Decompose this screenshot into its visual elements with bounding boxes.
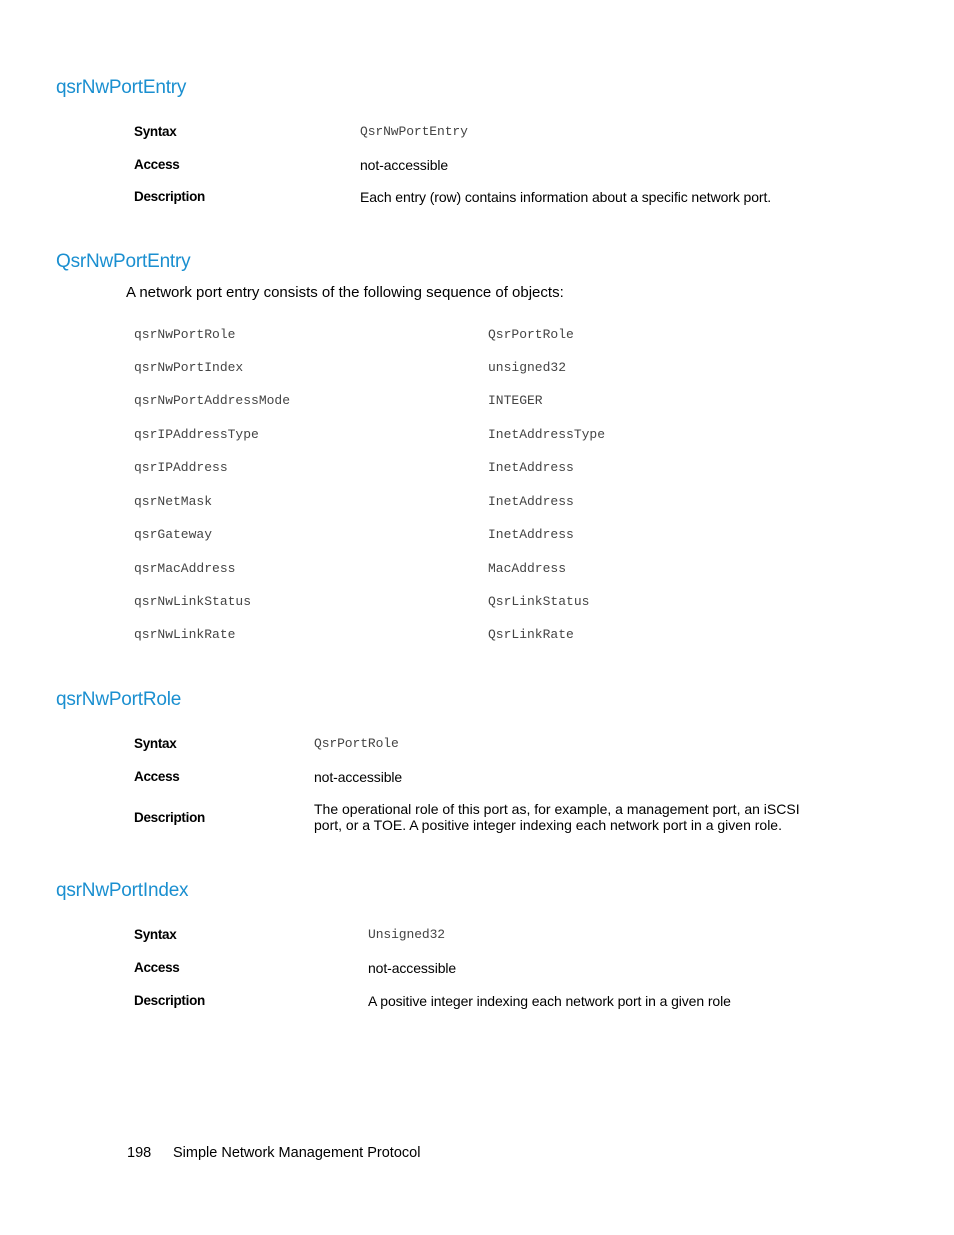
section-title-qsrnwportrole: qsrNwPortRole: [56, 689, 182, 710]
object-name: qsrIPAddress: [134, 460, 228, 475]
description-label: Description: [134, 810, 205, 825]
description-value: Each entry (row) contains information about a specific network port.: [360, 189, 772, 205]
object-type: INTEGER: [488, 393, 543, 408]
object-type: QsrLinkStatus: [488, 594, 590, 609]
description-label: Description: [134, 993, 205, 1008]
section-title-qsrnwportindex: qsrNwPortIndex: [56, 880, 189, 901]
object-type: InetAddress: [488, 527, 574, 542]
object-name: qsrNetMask: [134, 494, 213, 509]
object-type: QsrLinkRate: [488, 627, 574, 642]
access-label: Access: [134, 960, 180, 975]
object-type: MacAddress: [488, 561, 567, 576]
object-name: qsrGateway: [134, 527, 213, 542]
object-type: unsigned32: [488, 360, 567, 375]
syntax-value: Unsigned32: [368, 927, 446, 942]
chapter-title: Simple Network Management Protocol: [173, 1145, 421, 1161]
object-type: InetAddress: [488, 494, 574, 509]
description-value: The operational role of this port as, for example, a management port, an iSCSI port, or a TOE. A positive integer indexing each network port in a given role.: [314, 801, 800, 833]
access-value: not-accessible: [314, 769, 403, 785]
syntax-label: Syntax: [134, 736, 177, 751]
section-title-qsrnwportentry-type: QsrNwPortEntry: [56, 251, 191, 272]
sequence-intro: A network port entry consists of the following sequence of objects:: [126, 284, 564, 301]
object-type: QsrPortRole: [488, 327, 574, 342]
object-name: qsrMacAddress: [134, 561, 236, 576]
object-name: qsrNwPortAddressMode: [134, 393, 291, 408]
description-label: Description: [134, 189, 205, 204]
access-value: not-accessible: [360, 157, 449, 173]
object-name: qsrIPAddressType: [134, 427, 259, 442]
object-name: qsrNwLinkRate: [134, 627, 236, 642]
section-title-qsrnwportentry: qsrNwPortEntry: [56, 77, 187, 98]
page-number: 198: [127, 1145, 152, 1161]
syntax-label: Syntax: [134, 124, 177, 139]
object-type: InetAddress: [488, 460, 574, 475]
access-value: not-accessible: [368, 960, 457, 976]
object-name: qsrNwLinkStatus: [134, 594, 252, 609]
syntax-value: QsrPortRole: [314, 736, 399, 751]
access-label: Access: [134, 157, 180, 172]
object-name: qsrNwPortIndex: [134, 360, 244, 375]
syntax-value: QsrNwPortEntry: [360, 124, 468, 139]
object-name: qsrNwPortRole: [134, 327, 236, 342]
access-label: Access: [134, 769, 180, 784]
syntax-label: Syntax: [134, 927, 177, 942]
description-value: A positive integer indexing each network port in a given role: [368, 993, 731, 1009]
object-type: InetAddressType: [488, 427, 606, 442]
